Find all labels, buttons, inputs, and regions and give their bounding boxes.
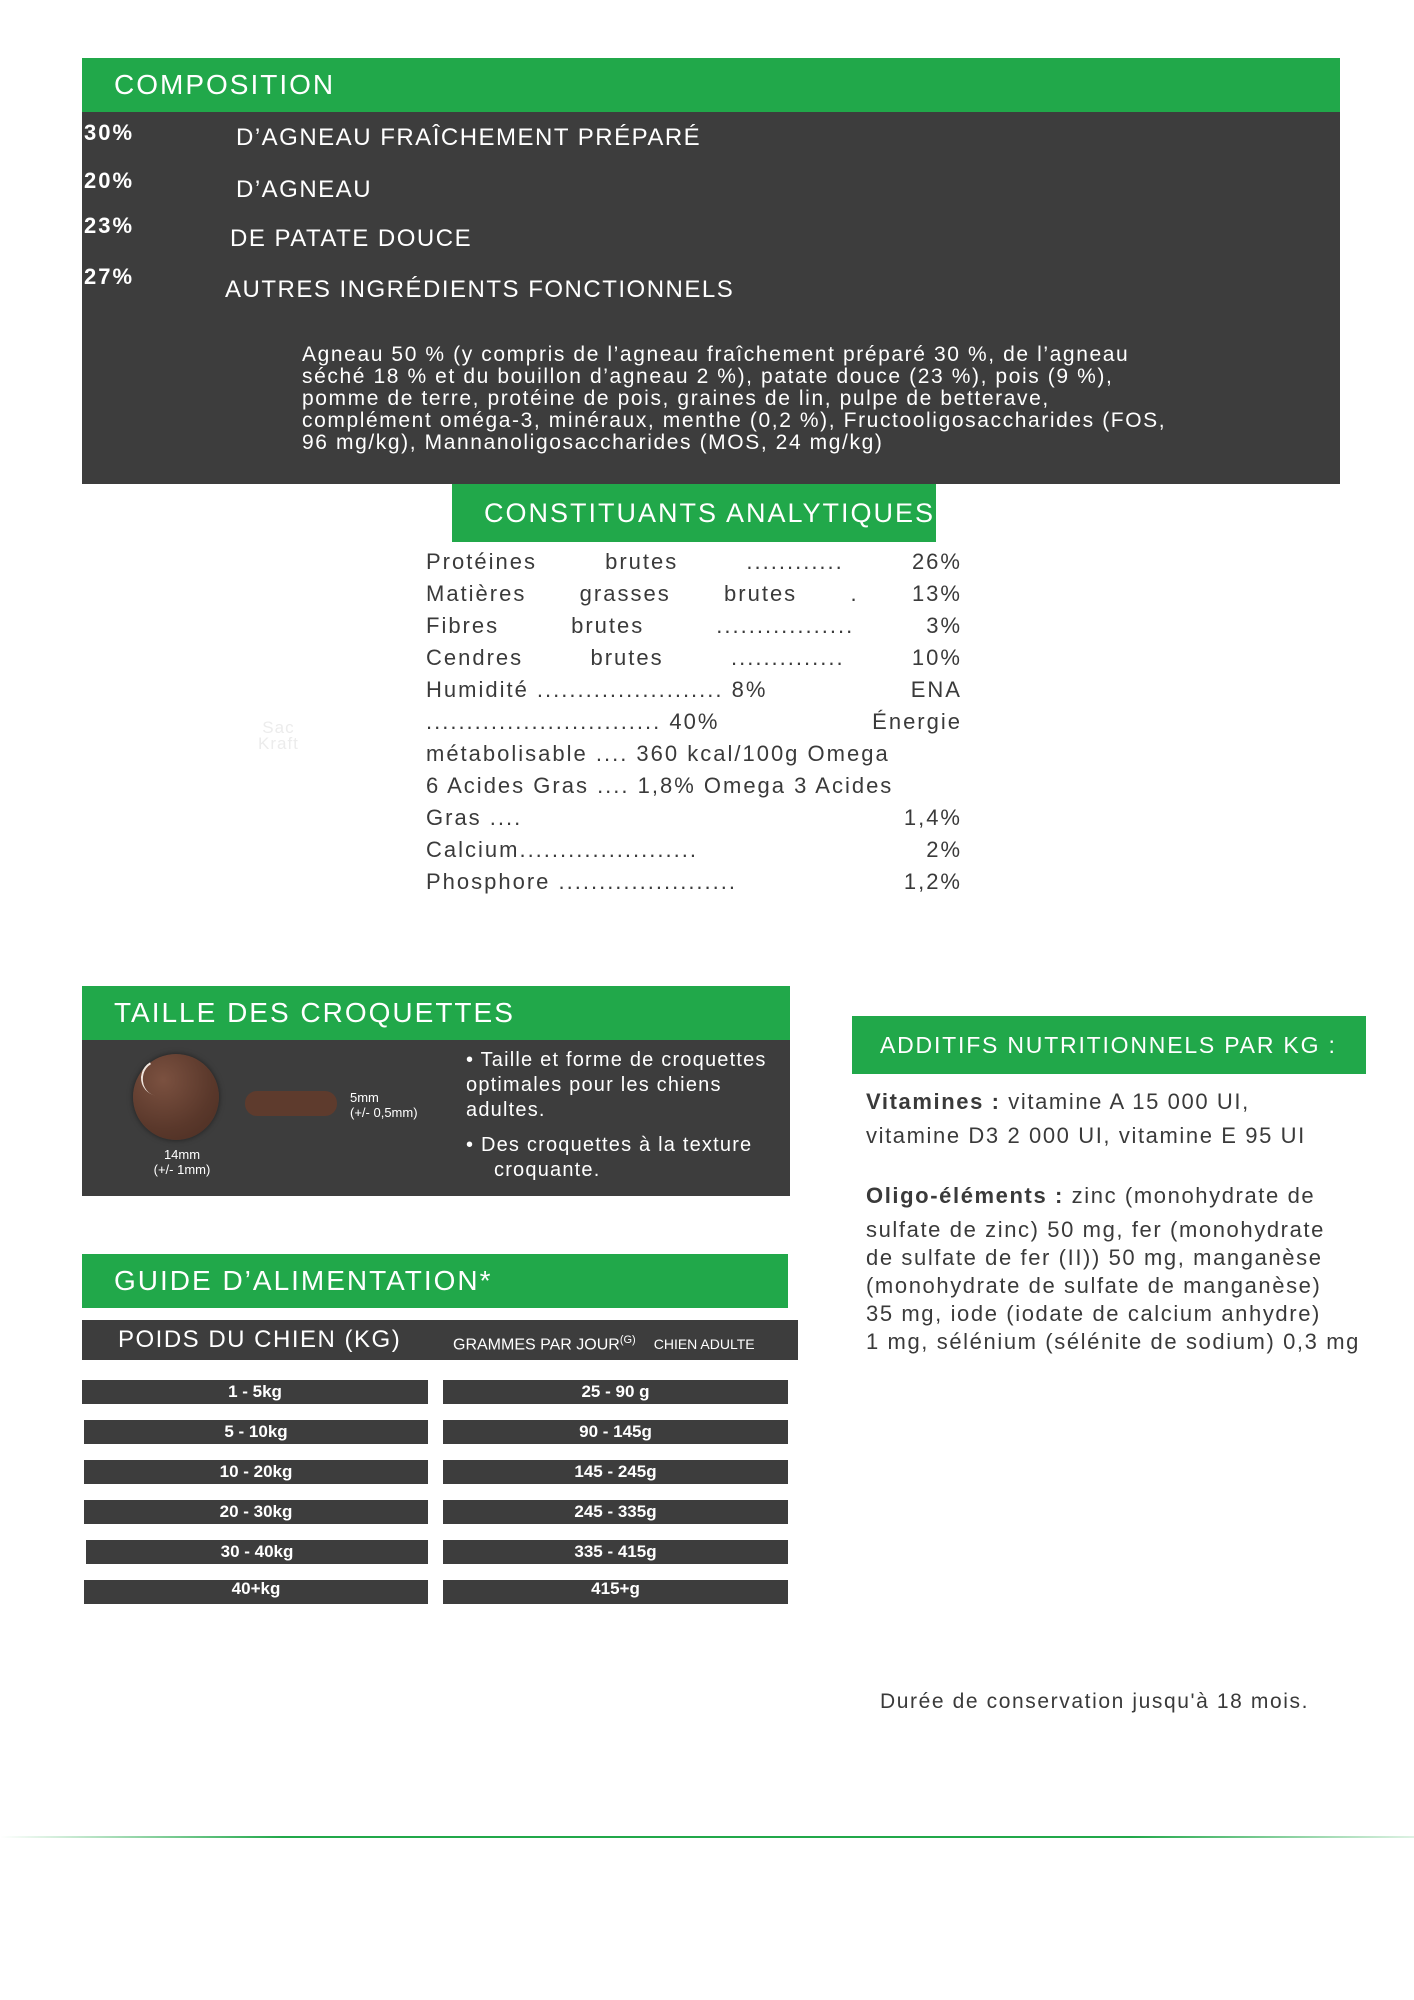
composition-percent: 27%: [84, 264, 135, 289]
analytical-line: [426, 610, 962, 642]
trace-elements-line: sulfate de zinc) 50 mg, fer (monohydrate: [866, 1217, 1325, 1242]
composition-description-line: séché 18 % et du bouillon d’agneau 2 %), patate douce (23 %), pois (9 %),: [302, 365, 1114, 388]
trace-elements-line: zinc (monohydrate de: [1063, 1183, 1316, 1208]
dog-weight-header: POIDS DU CHIEN (KG): [82, 1320, 464, 1360]
composition-label: DE PATATE DOUCE: [230, 225, 473, 252]
analytical-word: ............: [746, 549, 844, 574]
analytical-line: [426, 770, 962, 802]
composition-percent: 30%: [84, 120, 135, 145]
vitamins-line: vitamine D3 2 000 UI, vitamine E 95 UI: [866, 1123, 1306, 1148]
feeding-grams-cell: 90 - 145g: [443, 1420, 788, 1444]
long-kibble-icon: [245, 1091, 337, 1116]
analytical-word: ..............: [731, 645, 845, 670]
trace-elements-line: de sulfate de fer (II)) 50 mg, manganèse: [866, 1245, 1323, 1270]
composition-title: COMPOSITION: [82, 58, 1340, 112]
analytical-word: .: [850, 581, 859, 606]
analytical-value: ENA: [910, 677, 962, 702]
grams-per-day-header: [443, 1320, 798, 1360]
analytical-line: [426, 802, 962, 834]
bottom-divider: [0, 1836, 1414, 1838]
analytical-value: Énergie: [872, 709, 962, 734]
composition-description: [302, 344, 1262, 454]
analytical-word: Matières: [426, 581, 527, 606]
trace-elements-line: 35 mg, iode (iodate de calcium anhydre): [866, 1301, 1321, 1326]
feeding-weight-cell: 20 - 30kg: [84, 1500, 428, 1524]
vitamins-line: vitamine A 15 000 UI,: [1000, 1089, 1250, 1114]
analytical-word: grasses: [579, 581, 671, 606]
composition-description-line: complément oméga-3, minéraux, menthe (0,2 %), Fructooligosaccharides (FOS,: [302, 409, 1167, 432]
composition-description-line: Agneau 50 % (y compris de l’agneau fraîchement préparé 30 %, de l’agneau: [302, 343, 1130, 366]
analytical-value: 13%: [911, 581, 962, 606]
analytical-word: ............................. 40%: [426, 709, 720, 734]
analytical-value: 26%: [911, 549, 962, 574]
round-kibble-size: 14mm: [163, 1147, 201, 1162]
adult-dog-label: CHIEN ADULTE: [653, 1336, 755, 1353]
analytical-line: [426, 738, 962, 770]
composition-percent: 23%: [84, 213, 135, 238]
long-kibble-size: 5mm: [350, 1090, 379, 1105]
analytical-title: CONSTITUANTS ANALYTIQUES: [452, 484, 936, 542]
trace-elements-line: 1 mg, sélénium (sélénite de sodium) 0,3 mg: [866, 1329, 1360, 1354]
composition-label: D’AGNEAU FRAÎCHEMENT PRÉPARÉ: [236, 124, 702, 151]
analytical-word: brutes: [605, 549, 679, 574]
analytical-value: 2%: [926, 837, 962, 862]
analytical-value: 10%: [911, 645, 962, 670]
grams-header-unit: (G): [619, 1334, 636, 1346]
analytical-word: Fibres: [426, 613, 500, 638]
analytical-line: [426, 834, 962, 866]
analytical-word: Cendres: [426, 645, 524, 670]
kraft-watermark-line: Kraft: [258, 734, 299, 753]
round-kibble-tolerance: (+/- 1mm): [153, 1162, 211, 1177]
analytical-word: Gras ....: [426, 805, 523, 830]
kibble-bullet-line: • Des croquettes à la texture: [466, 1134, 753, 1156]
analytical-value: 3%: [926, 613, 962, 638]
analytical-constituents: [426, 546, 962, 898]
round-kibble-dimension: [146, 1147, 218, 1177]
analytical-word: métabolisable .... 360 kcal/100g Omega: [426, 741, 890, 766]
feeding-grams-cell: 415+g: [443, 1580, 788, 1604]
feeding-grams-cell: 25 - 90 g: [443, 1380, 788, 1404]
feeding-grams-cell: 145 - 245g: [443, 1460, 788, 1484]
composition-label: D’AGNEAU: [236, 176, 373, 203]
analytical-line: [426, 546, 962, 578]
feeding-guide-title: GUIDE D’ALIMENTATION*: [82, 1254, 788, 1308]
analytical-value: 1,2%: [903, 869, 962, 894]
feeding-weight-cell: 40+kg: [84, 1580, 428, 1604]
grams-header-label: GRAMMES PAR JOUR: [453, 1336, 620, 1354]
analytical-word: .................: [716, 613, 855, 638]
kibble-size-title: TAILLE DES CROQUETTES: [82, 986, 790, 1040]
composition-description-line: 96 mg/kg), Mannanoligosaccharides (MOS, 24 mg/kg): [302, 431, 884, 454]
analytical-word: 6 Acides Gras .... 1,8% Omega 3 Acides: [426, 773, 894, 798]
analytical-word: Humidité ....................... 8%: [426, 677, 768, 702]
feeding-weight-cell: 10 - 20kg: [84, 1460, 428, 1484]
composition-description-line: pomme de terre, protéine de pois, graines de lin, pulpe de betterave,: [302, 387, 1050, 410]
kraft-watermark-line: Sac: [262, 718, 295, 737]
kraft-watermark: [258, 720, 299, 752]
trace-elements-text: [866, 1182, 1406, 1356]
analytical-line: [426, 866, 962, 898]
analytical-word: Protéines: [426, 549, 537, 574]
kibble-bullet-line: optimales pour les chiens: [466, 1074, 722, 1096]
analytical-word: brutes: [590, 645, 664, 670]
kibble-bullet-line: adultes.: [466, 1099, 546, 1121]
analytical-word: Phosphore ......................: [426, 869, 737, 894]
analytical-word: Calcium......................: [426, 837, 698, 862]
feeding-weight-cell: 5 - 10kg: [84, 1420, 428, 1444]
long-kibble-dimension: [350, 1090, 418, 1120]
analytical-word: brutes: [571, 613, 645, 638]
analytical-value: 1,4%: [903, 805, 962, 830]
analytical-word: brutes: [724, 581, 798, 606]
analytical-line: [426, 578, 962, 610]
feeding-grams-cell: 335 - 415g: [443, 1540, 788, 1564]
kibble-bullets: [466, 1048, 790, 1183]
composition-label: AUTRES INGRÉDIENTS FONCTIONNELS: [225, 276, 735, 303]
analytical-line: [426, 642, 962, 674]
feeding-weight-cell: 30 - 40kg: [86, 1540, 428, 1564]
long-kibble-tolerance: (+/- 0,5mm): [350, 1105, 418, 1120]
shelf-life-note: Durée de conservation jusqu'à 18 mois.: [880, 1690, 1310, 1713]
kibble-bullet-line: croquante.: [494, 1159, 601, 1181]
kibble-bullet-line: • Taille et forme de croquettes: [466, 1049, 767, 1071]
additives-title: ADDITIFS NUTRITIONNELS PAR KG :: [852, 1016, 1366, 1074]
composition-percent: 20%: [84, 168, 135, 193]
vitamins-label: Vitamines :: [866, 1089, 1001, 1114]
trace-elements-line: (monohydrate de sulfate de manganèse): [866, 1273, 1322, 1298]
analytical-line: [426, 674, 962, 706]
analytical-line: [426, 706, 962, 738]
vitamins-text: [866, 1088, 1406, 1150]
trace-elements-label: Oligo-éléments :: [866, 1183, 1064, 1208]
feeding-weight-cell: 1 - 5kg: [82, 1380, 428, 1404]
feeding-grams-cell: 245 - 335g: [443, 1500, 788, 1524]
